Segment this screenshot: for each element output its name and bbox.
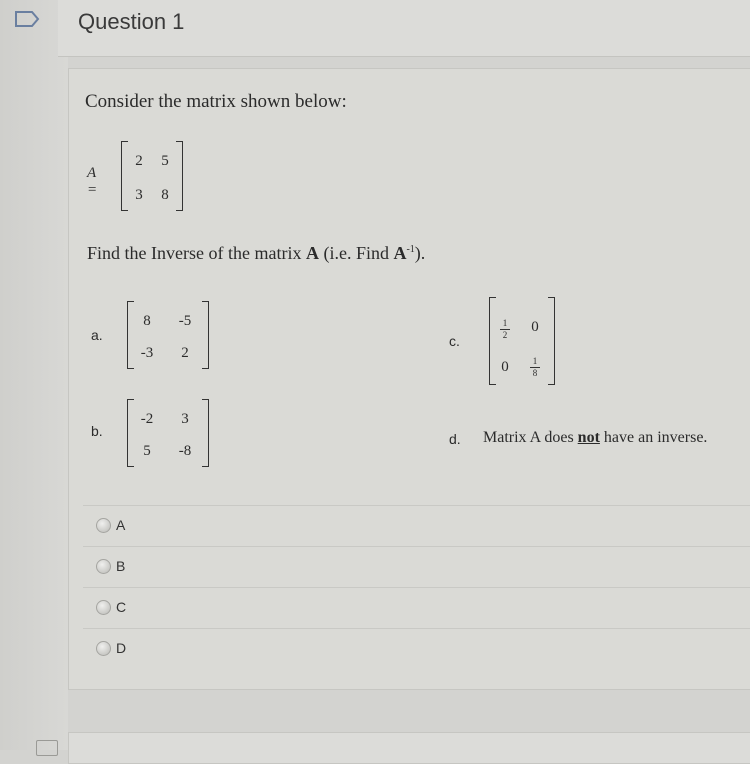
question-card — [68, 68, 750, 690]
option-a-cell: -3 — [140, 345, 154, 361]
question-prompt: Consider the matrix shown below: — [85, 91, 347, 112]
option-c-fraction: 1 8 — [528, 357, 542, 378]
next-question-flag-icon[interactable] — [36, 740, 58, 756]
matrix-a-cell: 2 — [135, 153, 143, 169]
option-b-label: b. — [91, 423, 103, 439]
option-a-cell: 8 — [143, 313, 151, 329]
option-b-cell: 3 — [181, 411, 189, 427]
next-question-card — [68, 732, 750, 764]
answer-row-c[interactable] — [83, 587, 750, 628]
flag-icon[interactable] — [14, 10, 40, 28]
answer-label[interactable]: B — [116, 558, 126, 574]
answer-row-d[interactable] — [83, 628, 750, 669]
answer-label[interactable]: A — [116, 517, 126, 533]
answer-label[interactable]: C — [116, 599, 127, 615]
option-c-fraction: 1 2 — [498, 319, 512, 340]
option-a-cell: -5 — [178, 313, 192, 329]
option-a-matrix — [127, 301, 209, 369]
left-gutter — [0, 0, 68, 750]
option-d-label: d. — [449, 431, 461, 447]
option-b-cell: -2 — [140, 411, 154, 427]
matrix-a — [121, 141, 183, 211]
option-b-cell: -8 — [178, 443, 192, 459]
question-title: Question 1 — [78, 9, 185, 34]
option-a-label: a. — [91, 327, 103, 343]
matrix-a-cell: 8 — [161, 187, 169, 203]
answer-label[interactable]: D — [116, 640, 127, 656]
option-b-matrix — [127, 399, 209, 467]
radio-button-b[interactable] — [96, 559, 111, 574]
option-d-text: Matrix A does not have an inverse. — [483, 429, 708, 446]
instruction-text: Find the Inverse of the matrix A (i.e. Find $A^{-1}$). — [87, 243, 426, 263]
option-c-matrix — [489, 297, 555, 385]
option-c-cell: 0 — [531, 319, 539, 335]
radio-button-c[interactable] — [96, 600, 111, 615]
radio-button-d[interactable] — [96, 641, 111, 656]
answer-row-a[interactable] — [83, 505, 750, 546]
option-a-cell: 2 — [181, 345, 189, 361]
option-c-cell: 0 — [501, 359, 509, 375]
option-c-label: c. — [449, 333, 460, 349]
matrix-a-cell: 3 — [135, 187, 143, 203]
radio-button-a[interactable] — [96, 518, 111, 533]
question-header — [58, 0, 750, 57]
option-b-cell: 5 — [143, 443, 151, 459]
answer-row-b[interactable] — [83, 546, 750, 587]
matrix-a-cell: 5 — [161, 153, 169, 169]
matrix-a-label: A = — [87, 165, 98, 198]
